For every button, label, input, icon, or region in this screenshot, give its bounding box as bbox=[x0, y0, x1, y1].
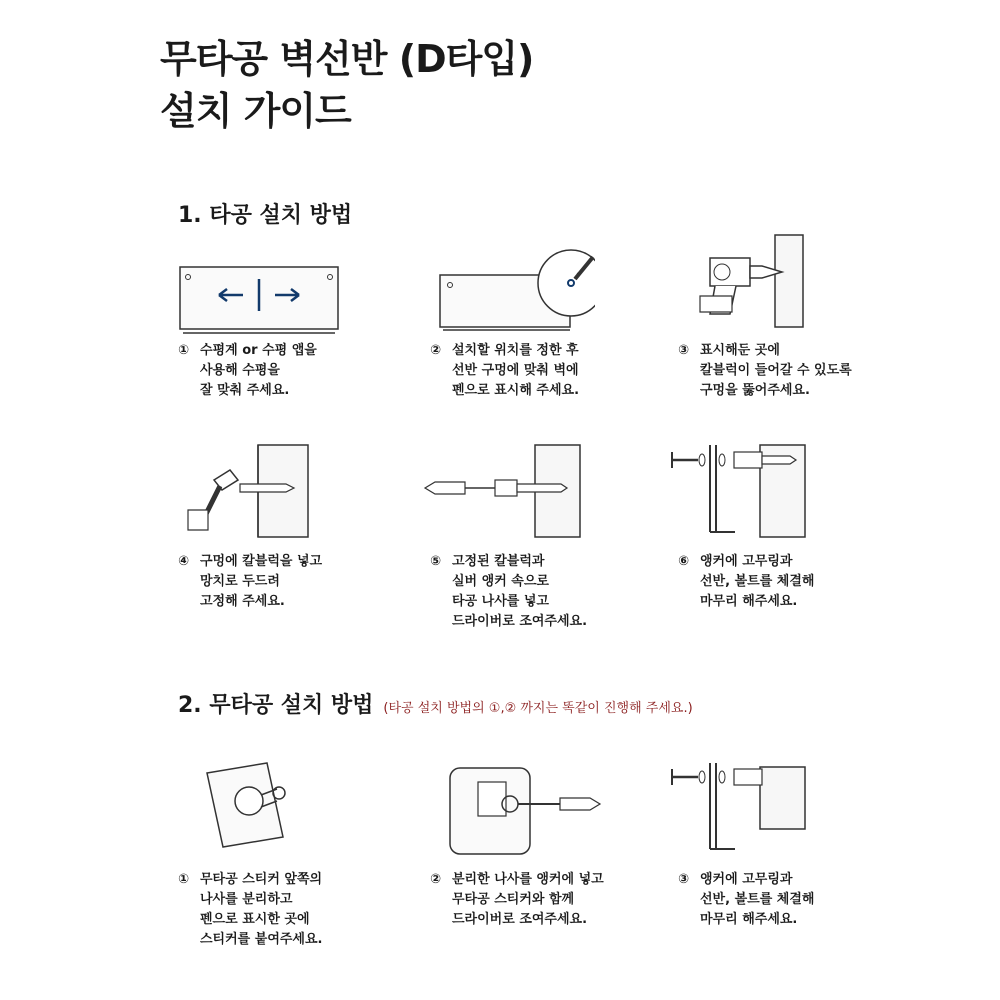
step-text: 앵커에 고무링과 선반, 볼트를 체결해 마무리 해주세요. bbox=[700, 554, 815, 609]
sticker-screwdriver-illustration bbox=[440, 760, 610, 870]
step-text: 분리한 나사를 앵커에 넣고 무타공 스티커와 함께 드라이버로 조여주세요. bbox=[452, 872, 604, 927]
step-number: ② bbox=[430, 343, 442, 358]
hammer-illustration bbox=[180, 440, 350, 550]
step-text: 무타공 스티커 앞쪽의 나사를 분리하고 펜으로 표시한 곳에 스티커를 붙여주세요. bbox=[200, 872, 323, 947]
step-number: ① bbox=[178, 343, 190, 358]
section1-title bbox=[178, 198, 352, 229]
page-subtitle: 설치 가이드 bbox=[160, 89, 351, 133]
page-title: 무타공 벽선반 (D타입) bbox=[160, 37, 534, 81]
wall-marking-illustration bbox=[425, 245, 595, 355]
section1-title-text: 1. 타공 설치 방법 bbox=[178, 203, 353, 228]
step-number: ④ bbox=[178, 554, 190, 569]
step-text: 구멍에 칼블럭을 넣고 망치로 두드려 고정해 주세요. bbox=[200, 554, 323, 609]
step-text: 앵커에 고무링과 선반, 볼트를 체결해 마무리 해주세요. bbox=[700, 872, 815, 927]
step-text: 고정된 칼블럭과 실버 앵커 속으로 타공 나사를 넣고 드라이버로 조여주세요. bbox=[452, 554, 588, 629]
sticker-illustration bbox=[195, 755, 365, 865]
step-number: ⑥ bbox=[678, 554, 690, 569]
step-number: ① bbox=[178, 872, 190, 887]
section2-title-text: 2. 무타공 설치 방법 bbox=[178, 693, 374, 718]
anchor-bolt-illustration bbox=[660, 440, 830, 550]
step-number: ② bbox=[430, 872, 442, 887]
sticker-anchor-bolt-illustration bbox=[660, 755, 830, 865]
step-number: ③ bbox=[678, 343, 690, 358]
step-number: ③ bbox=[678, 872, 690, 887]
section2-note: (타공 설치 방법의 ①,② 까지는 똑같이 진행해 주세요.) bbox=[383, 701, 693, 716]
drill-illustration bbox=[690, 230, 860, 340]
step-number: ⑤ bbox=[430, 554, 442, 569]
step-text: 수평계 or 수평 앱을 사용해 수평을 잘 맞춰 주세요. bbox=[200, 343, 317, 398]
screwdriver-illustration bbox=[415, 440, 585, 550]
step-text: 표시해둔 곳에 칼블럭이 들어갈 수 있도록 구멍을 뚫어주세요. bbox=[700, 343, 852, 398]
section2-title bbox=[178, 688, 693, 719]
step-text: 설치할 위치를 정한 후 선반 구멍에 맞춰 벽에 펜으로 표시해 주세요. bbox=[452, 343, 580, 398]
